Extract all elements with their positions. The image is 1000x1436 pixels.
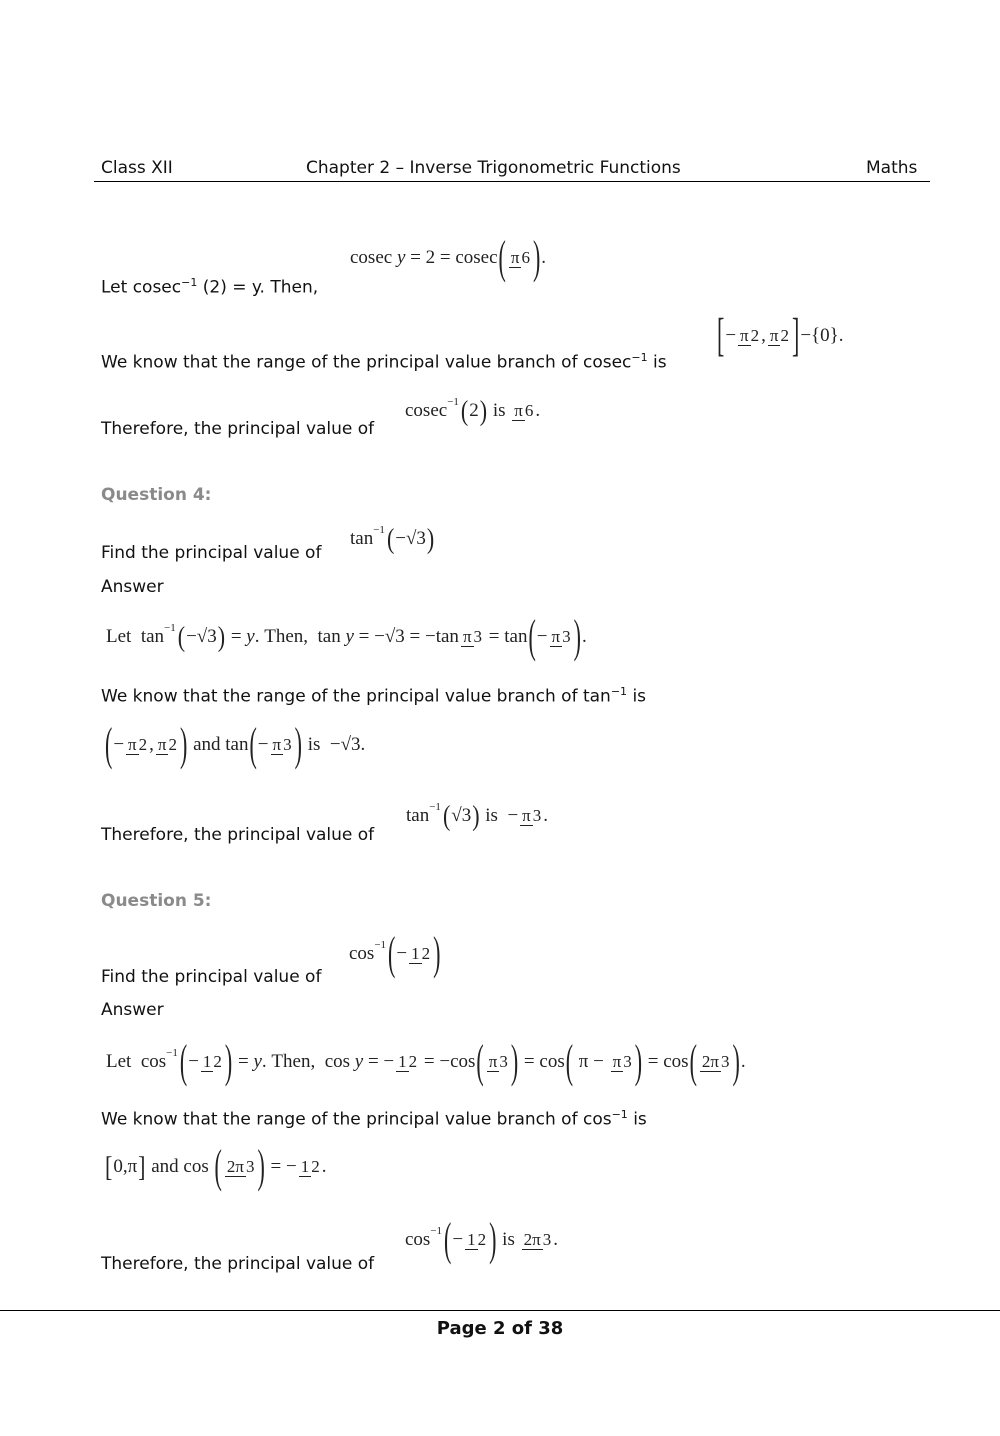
fraction-numerator: 1	[411, 944, 420, 963]
math-open-bracket: (	[476, 1034, 484, 1088]
q4-find-text: Find the principal value of	[101, 543, 322, 563]
fraction-denominator: 3	[499, 1052, 508, 1071]
math-text: = tan	[484, 626, 528, 647]
fraction-denominator: 3	[532, 806, 542, 825]
math-superscript: −1	[447, 396, 459, 408]
math-text: cosec	[405, 400, 448, 421]
math-variable: y	[396, 247, 406, 268]
footer-rule	[0, 1310, 1000, 1311]
math-text: Let cos	[106, 1051, 167, 1072]
math-bracket: (	[177, 620, 186, 653]
fraction-denominator: 3	[623, 1052, 632, 1071]
math-close-bracket: )	[732, 1034, 740, 1088]
fraction-numerator: π	[462, 627, 472, 646]
math-superscript: −1	[430, 1225, 443, 1237]
math-text: is −√3.	[302, 734, 366, 755]
fraction-numerator: π	[272, 735, 282, 754]
math-text: .	[553, 1229, 558, 1250]
q5-line4-text: Therefore, the principal value of	[101, 1254, 375, 1274]
math-text: ,	[149, 734, 154, 755]
math-text: .	[740, 1051, 746, 1072]
math-text: −	[257, 734, 269, 755]
math-text: Let tan	[106, 626, 165, 647]
math-open-bracket: (	[249, 717, 257, 771]
math-open-bracket: (	[689, 1034, 697, 1088]
math-text: .	[541, 247, 547, 268]
fraction-denominator: 3	[542, 1230, 552, 1249]
math-text: = cos	[519, 1051, 565, 1072]
math-bracket: )	[426, 522, 435, 555]
math-variable: y	[345, 626, 354, 647]
math-text: . Then, tan	[254, 626, 346, 647]
page-number: Page 2 of 38	[436, 1318, 564, 1339]
fraction-denominator: 3	[245, 1157, 255, 1176]
fraction-denominator: 3	[283, 735, 292, 754]
math-text: −	[188, 1051, 199, 1072]
fraction-denominator: 3	[721, 1052, 730, 1071]
math-fraction	[700, 1052, 730, 1072]
math-fraction	[409, 944, 430, 964]
math-text: −{0}.	[800, 325, 844, 346]
math-text: = 2 = cosec	[405, 247, 498, 268]
math-fraction	[299, 1157, 320, 1177]
math-fraction	[487, 1052, 508, 1072]
fraction-numerator: 2π	[226, 1157, 244, 1176]
math-text: .	[581, 626, 587, 647]
math-open-bracket: (	[105, 717, 113, 771]
fraction-denominator: 2	[780, 326, 789, 345]
math-text: 2	[469, 400, 479, 421]
math-fraction	[509, 248, 530, 268]
q4-line2-text: We know that the range of the principal value branch of $\tan^{-1}$ is	[101, 685, 647, 707]
math-text: −	[725, 325, 737, 346]
fraction-numerator: 1	[300, 1157, 310, 1176]
fraction-denominator: 2	[421, 944, 431, 963]
math-fraction	[156, 735, 177, 755]
math-close-bracket: )	[224, 1034, 233, 1088]
math-fraction	[522, 1230, 552, 1250]
math-text: −	[113, 734, 125, 755]
math-superscript: −1	[429, 801, 441, 813]
fraction-numerator: 1	[467, 1230, 476, 1249]
header-chapter: Chapter 2 – Inverse Trigonometric Functions	[306, 158, 681, 178]
math-fraction	[126, 735, 147, 755]
math-fraction	[461, 627, 482, 647]
fraction-numerator: π	[128, 735, 137, 754]
math-close-bracket: )	[179, 717, 188, 771]
math-text: is	[488, 400, 511, 421]
fraction-numerator: π	[510, 248, 520, 267]
math-close-bracket: ]	[791, 308, 800, 362]
math-text: cos	[349, 943, 375, 964]
q3-line2-text: We know that the range of the principal value branch of cosec$^{-1}$ is	[101, 351, 667, 373]
fraction-numerator: 2π	[701, 1052, 719, 1071]
math-text: 0,π	[113, 1156, 138, 1177]
fraction-numerator: 1	[398, 1052, 407, 1071]
math-text: tan	[406, 805, 430, 826]
math-bracket: (	[386, 522, 395, 555]
fraction-denominator: 6	[524, 401, 534, 420]
q4-line4-text: Therefore, the principal value of	[101, 825, 375, 845]
header-class: Class XII	[101, 158, 173, 178]
math-text: −	[536, 626, 548, 647]
q3-line2-math	[716, 308, 844, 362]
q3-line1-text: Let cosec$^{-1}$ (2) = y. Then,	[101, 276, 319, 298]
q4-line4-math	[406, 799, 549, 832]
math-text: is −	[480, 805, 519, 826]
math-fraction	[396, 1052, 417, 1072]
math-text: = −	[265, 1156, 297, 1177]
q5-line3-math	[104, 1139, 327, 1193]
math-text: = cos	[643, 1051, 689, 1072]
math-text: π −	[574, 1051, 609, 1072]
math-text: = −	[363, 1051, 395, 1072]
fraction-numerator: π	[612, 1052, 622, 1071]
math-text: √3	[451, 805, 472, 826]
math-text: and tan	[188, 734, 249, 755]
fraction-numerator: π	[488, 1052, 498, 1071]
q5-line2-text: We know that the range of the principal value branch of $\cos^{-1}$ is	[101, 1108, 647, 1130]
math-close-bracket: )	[489, 1212, 497, 1266]
math-open-bracket: (	[498, 230, 506, 284]
math-text: is	[497, 1229, 520, 1250]
q5-line1-math	[106, 1034, 746, 1088]
q5-find-math	[349, 926, 441, 980]
q4-line1-math	[106, 609, 587, 663]
q5-answer-label: Answer	[101, 1000, 164, 1020]
question-5-title: Question 5:	[101, 891, 212, 911]
math-text: −√3	[395, 528, 426, 549]
header-subject: Maths	[866, 158, 918, 178]
fraction-denominator: 6	[521, 248, 530, 267]
math-bracket: )	[479, 394, 488, 427]
math-open-bracket: (	[528, 609, 536, 663]
math-fraction	[512, 401, 533, 421]
q3-line1-math	[350, 230, 547, 284]
math-text: .	[543, 805, 549, 826]
math-superscript: −1	[164, 622, 176, 634]
fraction-denominator: 2	[138, 735, 148, 754]
fraction-denominator: 2	[213, 1052, 222, 1071]
math-bracket: )	[217, 620, 226, 653]
math-text: tan	[350, 528, 374, 549]
math-fraction	[201, 1052, 222, 1072]
math-text: −	[452, 1229, 464, 1250]
math-open-bracket: (	[565, 1034, 574, 1088]
math-bracket: (	[442, 799, 451, 832]
math-text: cosec	[350, 247, 397, 268]
math-text: = −cos	[419, 1051, 476, 1072]
math-variable: y	[246, 626, 255, 647]
math-fraction	[550, 627, 571, 647]
math-text: = −√3 = −tan	[353, 626, 459, 647]
fraction-numerator: π	[769, 326, 779, 345]
math-fraction	[520, 806, 541, 826]
math-text: =	[226, 626, 247, 647]
q4-find-math	[350, 522, 435, 555]
fraction-denominator: 3	[562, 627, 571, 646]
fraction-denominator: 2	[408, 1052, 418, 1071]
math-superscript: −1	[373, 524, 385, 536]
q3-line3-math	[405, 394, 541, 427]
header-rule	[94, 181, 930, 182]
fraction-numerator: 2π	[523, 1230, 541, 1249]
fraction-denominator: 2	[477, 1230, 487, 1249]
math-text: −√3	[186, 626, 217, 647]
math-close-bracket: )	[294, 717, 302, 771]
fraction-numerator: π	[157, 735, 167, 754]
math-open-bracket: (	[444, 1212, 452, 1266]
fraction-denominator: 3	[473, 627, 483, 646]
math-open-bracket: (	[388, 926, 396, 980]
math-open-bracket: (	[214, 1139, 222, 1193]
q4-line3-math	[104, 717, 366, 771]
math-variable: y	[354, 1051, 364, 1072]
math-close-bracket: )	[257, 1139, 265, 1193]
math-fraction	[465, 1230, 486, 1250]
question-4-title: Question 4:	[101, 485, 212, 505]
q3-line3-text: Therefore, the principal value of	[101, 419, 375, 439]
math-bracket: )	[472, 799, 480, 832]
math-text: =	[233, 1051, 254, 1072]
math-fraction	[225, 1157, 255, 1177]
q5-find-text: Find the principal value of	[101, 967, 322, 987]
math-text: −	[396, 943, 408, 964]
math-text: .	[321, 1156, 327, 1177]
q4-answer-label: Answer	[101, 577, 164, 597]
math-text: . Then, cos	[261, 1051, 355, 1072]
math-variable: y	[253, 1051, 262, 1072]
math-close-bracket: )	[510, 1034, 519, 1088]
math-bracket: ]	[138, 1150, 146, 1183]
fraction-numerator: 1	[202, 1052, 212, 1071]
math-fraction	[611, 1052, 632, 1072]
math-fraction	[271, 735, 292, 755]
fraction-denominator: 2	[750, 326, 760, 345]
fraction-numerator: π	[522, 806, 531, 825]
math-close-bracket: )	[532, 230, 541, 284]
fraction-numerator: π	[740, 326, 749, 345]
math-close-bracket: )	[634, 1034, 643, 1088]
math-text: cos	[405, 1229, 431, 1250]
math-close-bracket: )	[433, 926, 441, 980]
math-open-bracket: (	[179, 1034, 188, 1088]
math-open-bracket: [	[717, 308, 725, 362]
q5-line4-math	[405, 1212, 558, 1266]
fraction-denominator: 2	[311, 1157, 320, 1176]
fraction-numerator: π	[514, 401, 523, 420]
math-text: and cos	[146, 1156, 214, 1177]
fraction-numerator: π	[551, 627, 561, 646]
math-fraction	[768, 326, 789, 346]
math-close-bracket: )	[573, 609, 581, 663]
math-text: .	[535, 400, 541, 421]
math-fraction	[738, 326, 759, 346]
math-text: ,	[761, 325, 766, 346]
math-bracket: (	[460, 394, 469, 427]
math-superscript: −1	[374, 939, 387, 951]
math-bracket: [	[105, 1150, 113, 1183]
fraction-denominator: 2	[168, 735, 177, 754]
math-superscript: −1	[166, 1047, 178, 1059]
